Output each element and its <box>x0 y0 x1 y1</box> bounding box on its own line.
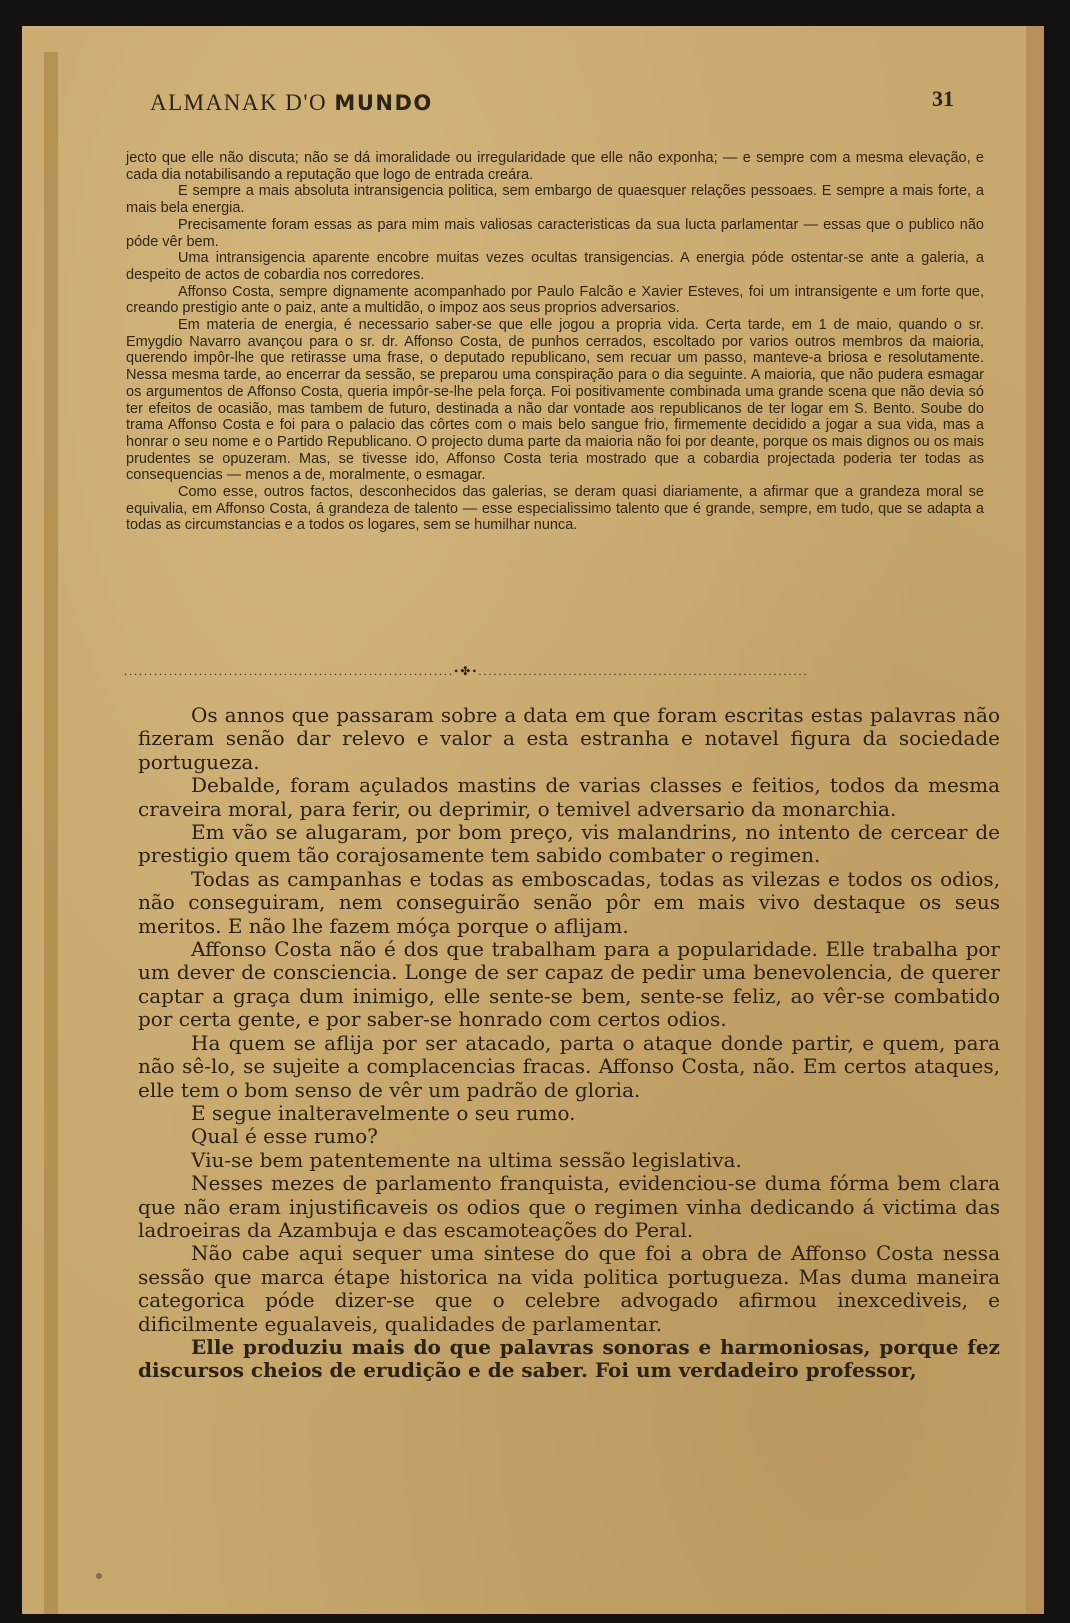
running-header <box>130 66 960 115</box>
small-paragraph: Uma intransigencia aparente encobre muitas vezes ocultas transigencias. A energia póde ostentar-se ante a galeria, a despeito de actos de cobardia nos corredores. <box>126 250 984 283</box>
body-paragraph: Elle produziu mais do que palavras sonoras e harmoniosas, porque fez discursos cheios de erudição e de saber. Foi um verdadeiro professor, <box>138 1334 1000 1383</box>
title-brand: MUNDO <box>334 91 433 115</box>
title-prefix: ALMANAK D'O <box>150 90 328 115</box>
body-paragraph: E segue inalteravelmente o seu rumo. <box>191 1100 576 1125</box>
body-paragraph: Ha quem se aflija por ser atacado, parta o ataque donde partir, e quem, para não sê-lo, se sujeite a complacencias fracas. Affonso Costa, não. Em certos ataques, elle tem o bom senso de vêr um padrão de gloria. <box>138 1030 1000 1102</box>
small-paragraph: Precisamente foram essas as para mim mais valiosas caracteristicas da sua lucta parlamentar — essas que o publico não póde vêr bem. <box>126 216 984 250</box>
page-shadow <box>44 52 58 1614</box>
small-paragraph: E sempre a mais absoluta intransigencia politica, sem embargo de quaesquer relações pessoaes. E sempre a mais forte, a mais bela energia. <box>126 183 984 217</box>
section-separator: ..................................................................•✤•.................................................................. <box>124 664 809 678</box>
ink-spot <box>96 1573 102 1579</box>
body-paragraph: Não cabe aqui sequer uma sintese do que foi a obra de Affonso Costa nessa sessão que marca étape historica na vida politica portugueza. Mas duma maneira categorica póde dizer-se que o celebre advogado afirmou inexcediveis, e dificilmente egualaveis, qualidades de parlamentar. <box>138 1241 1000 1336</box>
small-paragraph: Affonso Costa, sempre dignamente acompanhado por Paulo Falcão e Xavier Esteves, foi um intransigente e um forte que, creando prestigio ante o paiz, ante a multidão, o impoz aos seus proprios adversarios. <box>126 283 984 317</box>
body-paragraph: Viu-se bem patentemente na ultima sessão legislativa. <box>191 1147 742 1172</box>
body-paragraph: Qual é esse rumo? <box>191 1124 378 1149</box>
body-paragraph: Os annos que passaram sobre a data em que foram escritas estas palavras não fizeram senão dar relevo e valor a esta estranha e notavel figura da sociedade portugueza. <box>138 703 1000 774</box>
small-paragraph: Como esse, outros factos, desconhecidos das galerias, se deram quasi diariamente, a afirmar que a grandeza moral se equivalia, em Affonso Costa, á grandeza de talento — esse especialissimo talento que é grande, sempre, em tudo, que se adapta a todas as circumstancias e a todos os logares, sem se humilhar nunca. <box>126 484 984 534</box>
page-number: 31 <box>932 86 954 111</box>
body-paragraph: Todas as campanhas e todas as emboscadas, todas as vilezas e todos os odios, não conseguiram, nem conseguirão senão pôr em mais vivo destaque os seus meritos. E não lhe fazem móça porque o aflijam. <box>138 866 1000 938</box>
small-paragraph: jecto que elle não discuta; não se dá imoralidade ou irregularidade que elle não exponha; — e sempre com a mesma elevação, e cada dia notabilisando a reputação que logo de entrada creára. <box>126 150 984 183</box>
next-page-edge <box>1026 26 1044 1614</box>
body-paragraph: Debalde, foram açulados mastins de varias classes e feitios, todos da mesma craveira moral, para ferir, ou deprimir, o temivel adversario da monarchia. <box>138 773 1000 821</box>
main-text <box>138 704 1000 1383</box>
body-paragraph: Em vão se alugaram, por bom preço, vis malandrins, no intento de cercear de prestigio quem tão corajosamente tem sabido combater o regimen. <box>138 820 1000 868</box>
body-paragraph: Affonso Costa não é dos que trabalham para a popularidade. Elle trabalha por um dever de consciencia. Longe de ser capaz de pedir uma benevolencia, de querer captar a graça dum inimigo, elle sente-se bem, sente-se feliz, ao vêr-se combatido por certa gente, e por saber-se honrado com certos odios. <box>138 937 1000 1032</box>
small-paragraph: Em materia de energia, é necessario saber-se que elle jogou a propria vida. Certa tarde, em 1 de maio, quando o sr. Emygdio Navarro avançou para o sr. dr. Affonso Costa, de punhos cerrados, escoltado por varios outros membros da maioria, querendo impôr-lhe que retirasse uma frase, o deputado republicano, sem recuar um passo, manteve-a briosa e resolutamente. Nessa mesma tarde, ao encerrar da sessão, se preparou uma conspiração para o dia seguinte. A maioria, que não pudera esmagar os argumentos de Affonso Costa, queria impôr-se-lhe pela força. Foi positivamente combinada uma grande scena que não devia só ter efeitos de ocasião, mas tambem de futuro, destinada a não dar vontade aos republicanos de ter logar em S. Bento. Soube do trama Affonso Costa e foi para o palacio das côrtes com o mais belo sangue frio, firmemente decidido a jogar a sua vida, mas a honrar o seu nome e o Partido Republicano. O projecto duma parte da maioria não foi por deante, porque os mais dignos ou os mais prudentes se opuzeram. Mas, se tivesse ido, Affonso Costa teria mostrado que a cobardia projectada poderia ter todas as consequencias — menos a de, moralmente, o esmagar. <box>126 317 984 484</box>
almanac-title <box>150 90 433 116</box>
quoted-passage <box>126 150 984 534</box>
body-paragraph: Nesses mezes de parlamento franquista, evidenciou-se duma fórma bem clara que não eram injustificaveis os odios que o regimen vinha dedicando á victima das ladroeiras da Azambuja e das escamoteações do Peral. <box>138 1171 1000 1242</box>
